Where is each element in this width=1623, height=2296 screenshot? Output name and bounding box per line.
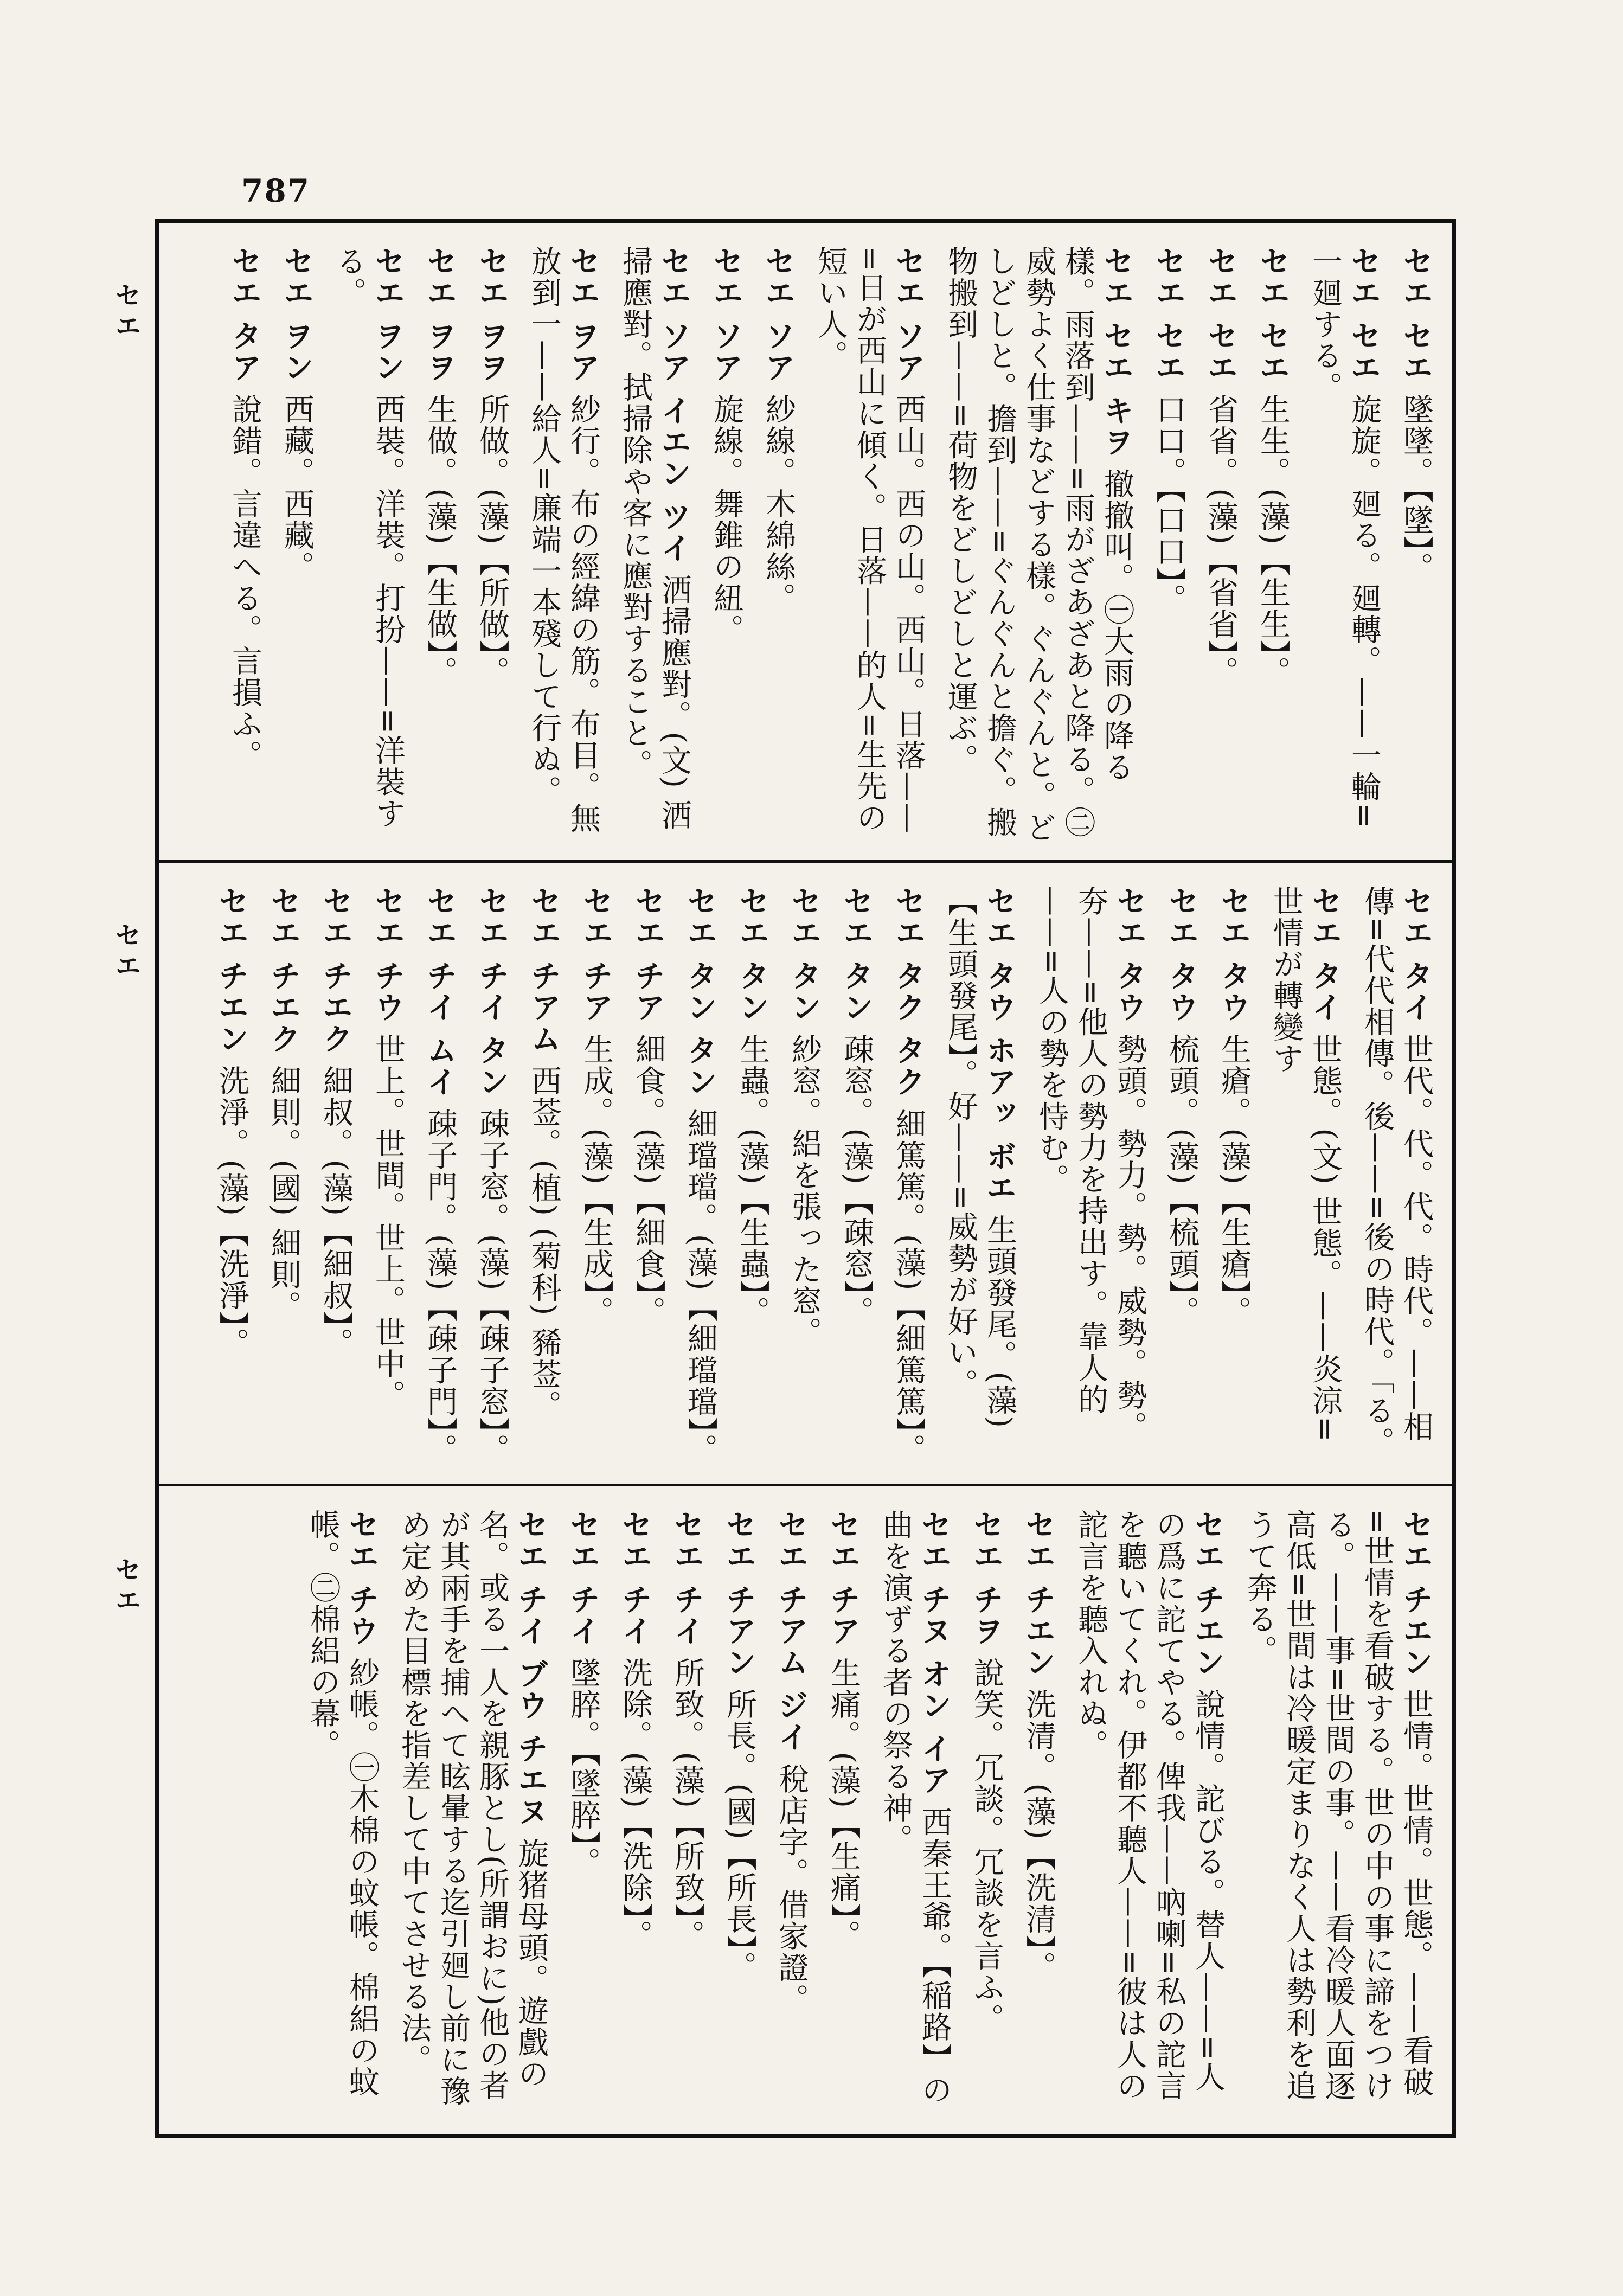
entry-reading: セエ ヲア — [565, 246, 601, 383]
dictionary-entry — [472, 886, 511, 1471]
entry-definition: 細食。(藻)【細食】。 — [631, 1034, 666, 1328]
entry-definition: 生做。(藻)【生做】。 — [422, 394, 458, 688]
entry-reading: セエ タク タク — [890, 886, 926, 1098]
entry-reading: セエ ソア — [760, 246, 796, 383]
dictionary-entry — [1357, 886, 1435, 1471]
entry-reading: セエ タウ — [1216, 886, 1252, 1023]
dictionary-entry — [1214, 886, 1253, 1471]
gutter-label-middle: セエ — [111, 922, 141, 983]
entry-definition: 說情。詑びる。替人——=人の爲に詑てやる。俾我——吶喇=私の詑言を聽いてくれ。伊都不聽人——=彼は人の詑言を聽入れぬ。 — [1073, 1509, 1226, 2102]
entry-definition: 世上。世間。世上。世中。 — [370, 1034, 406, 1412]
dictionary-entry — [941, 886, 1019, 1471]
entry-definition: 疎子門。(藻)【疎子門】。 — [422, 1108, 458, 1465]
entry-definition: 勢頭。勢力。勢。威勢。勢。夯——=他人の勢力を持出す。靠人的——=人の勢を恃む。 — [1034, 886, 1147, 1443]
dictionary-entry — [1396, 246, 1435, 845]
dictionary-entry — [277, 246, 316, 845]
entry-reading: セエ セエ キヲ — [1099, 246, 1134, 458]
entry-definition: 生瘡。(藻)【生瘡】。 — [1216, 1034, 1252, 1328]
entry-definition: 墜脺。【墜脺】。 — [566, 1657, 601, 1879]
entry-definition: 生生。(藻)【生生】。 — [1255, 394, 1291, 688]
dictionary-entry — [759, 246, 798, 845]
page-number: 787 — [241, 172, 311, 209]
dictionary-entry — [1071, 1509, 1227, 2121]
dictionary-entry — [576, 886, 615, 1471]
dictionary-entry — [967, 1509, 1006, 2121]
dictionary-entry — [303, 1509, 381, 2121]
dictionary-entry — [368, 886, 407, 1471]
entry-reading: セエ ヲヲ — [422, 246, 458, 383]
entry-reading: セエ チア — [578, 886, 614, 1023]
entry-columns — [303, 1509, 1435, 2121]
entry-definition: 洗除。(藻)【洗除】。 — [618, 1657, 653, 1952]
dictionary-entry — [329, 246, 407, 845]
band-middle — [159, 860, 1452, 1486]
entry-reading: セエ セエ — [1151, 246, 1186, 383]
entry-reading: セエ チウ — [370, 886, 406, 1023]
entry-reading: セエ ソア — [890, 246, 926, 383]
dictionary-entry — [876, 1509, 954, 2121]
entry-definition: 紗行。布の經緯の筋。布目。無放到一——給人=廉端一本殘して行ぬ。 — [527, 246, 601, 835]
dictionary-entry — [837, 886, 876, 1471]
dictionary-entry — [1305, 246, 1383, 845]
entry-reading: セエ チイ — [565, 1509, 601, 1647]
dictionary-entry — [615, 1509, 655, 2121]
entry-definition: 生頭發尾。(藻)【生頭發尾】。好——=威勢が好い。 — [943, 886, 1017, 1429]
dictionary-entry — [316, 886, 355, 1471]
entry-reading: セエ タン — [786, 886, 822, 1023]
entry-definition: 生成。(藻)【生成】。 — [579, 1034, 614, 1328]
entry-reading: セエ ヲン — [279, 246, 315, 383]
dictionary-entry — [1201, 246, 1240, 845]
entry-definition: 稅店字。借家證。 — [774, 1763, 809, 2015]
entry-reading: セエ ソア イエン ツイ — [656, 246, 692, 564]
entry-reading: セエ タウ — [1164, 886, 1199, 1023]
entry-reading: セエ ソア — [708, 246, 744, 383]
dictionary-entry — [1240, 1509, 1435, 2121]
entry-reading: セエ チエク — [318, 886, 354, 1055]
entry-reading: セエ チウ — [344, 1509, 380, 1647]
entry-definition: 旋線。舞錐の紐。 — [709, 394, 744, 646]
entry-reading: セエ チアム — [526, 886, 562, 1055]
entry-definition: 撤撤叫。㊀大雨の降る樣。雨落到——=雨がざあざあと降る。㊁威勢よく仕事などする樣。ぐんぐんと。どしどしと。擔到——=ぐんぐんと擔ぐ。搬物搬到——=荷物をどしどしと運ぶ。 — [943, 246, 1134, 843]
dictionary-entry — [785, 886, 824, 1471]
entry-definition: 西藏。西藏。 — [279, 394, 315, 583]
entry-reading: セエ チヲ — [968, 1509, 1004, 1647]
entry-reading: セエ チイ タン — [474, 886, 510, 1098]
dictionary-entry — [394, 1509, 550, 2121]
entry-definition: 細叔。(藻)【細叔】。 — [318, 1065, 354, 1359]
dictionary-entry — [212, 886, 251, 1471]
entry-definition: 世情。世情。世態。——看破=世情を看破する。世の中の事に諦をつける。——事=世間の事。——看冷暖人面逐高低=世間は冷暖定まりなく人は勢利を追うて奔る。 — [1242, 1509, 1434, 2102]
entry-definition: 西秦王爺。【稲路】の曲を演ずる者の祭る神。 — [878, 1509, 952, 2106]
dictionary-entry — [733, 886, 772, 1471]
entry-reading: セエ チアン — [721, 1509, 757, 1678]
entry-reading: セエ チア — [825, 1509, 861, 1647]
entry-reading: セエ タウ — [1112, 886, 1147, 1023]
dictionary-entry — [824, 1509, 863, 2121]
dictionary-entry — [563, 1509, 602, 2121]
entry-reading: セエ チイ — [669, 1509, 705, 1647]
dictionary-entry — [811, 246, 928, 845]
dictionary-entry — [420, 246, 459, 845]
gutter-label-bottom: セエ — [111, 1556, 141, 1617]
gutter-label-top: セエ — [111, 282, 141, 343]
entry-reading: セエ チアム ジイ — [773, 1509, 809, 1753]
entry-reading: セエ タウ ホアッ ボエ — [982, 886, 1017, 1204]
entry-definition: 墜墜。【墜】。 — [1399, 394, 1434, 584]
dictionary-entry — [420, 886, 459, 1471]
entry-definition: 西裝。洋裝。打扮——=洋裝する。 — [331, 246, 406, 830]
entry-definition: 紗帳。㊀木棉の蚊帳。棉絽の蚊帳。㊁棉絽の幕。 — [305, 1509, 380, 2098]
entry-reading: セエ チイ — [617, 1509, 653, 1647]
entry-reading: セエ チヌ オン イア — [916, 1509, 952, 1796]
entry-definition: 細璫璫。(藻)【細璫璫】。 — [683, 1108, 718, 1465]
dictionary-entry — [524, 886, 563, 1471]
entry-reading: セエ チエク — [266, 886, 301, 1055]
band-top — [159, 223, 1452, 860]
dictionary-entry — [1149, 246, 1188, 845]
dictionary-entry — [889, 886, 928, 1471]
dictionary-entry — [1032, 886, 1149, 1471]
dictionary-entry — [615, 246, 694, 845]
dictionary-entry — [1253, 246, 1292, 845]
entry-reading: セエ ヲヲ — [474, 246, 510, 383]
entry-definition: 梳頭。(藻)【梳頭】。 — [1164, 1034, 1199, 1328]
dictionary-entry — [707, 246, 746, 845]
entry-reading: セエ チエン — [1021, 1509, 1056, 1678]
entry-definition: 細篤篤。(藻)【細篤篤】。 — [891, 1108, 926, 1465]
entry-definition: 洗清。(藻)【洗清】。 — [1021, 1689, 1056, 1983]
dictionary-entry — [681, 886, 720, 1471]
entry-definition: 洒掃應對。(文) 洒掃應對。拭掃除や客に應對すること。 — [618, 246, 692, 831]
entry-definition: 所長。(國)【所長】。 — [722, 1689, 757, 1983]
entry-reading: セエ チイ ブウ チエヌ — [513, 1509, 549, 1827]
entry-reading: セエ チイ ムイ — [422, 886, 458, 1098]
dictionary-entry — [1019, 1509, 1058, 2121]
entry-reading: セエ ヲン — [370, 246, 406, 383]
band-bottom — [159, 1484, 1452, 2137]
entry-definition: 旋旋。廻る。廻轉。——一輪=一廻する。 — [1307, 246, 1382, 830]
dictionary-entry — [941, 246, 1136, 845]
entry-definition: 世代。代。代。時代。——相傳=代代相傳。後——=後の時代。「る。 — [1359, 886, 1434, 1458]
entry-definition: 說笑。冗談。冗談を言ふ。 — [969, 1657, 1004, 2035]
entry-reading: セエ タイ — [1307, 886, 1343, 1023]
entry-definition: 細則。(國) 細則。 — [266, 1065, 301, 1322]
entry-definition: 所致。(藻)【所致】。 — [670, 1657, 705, 1952]
entry-definition: 紗窓。絽を張った窓。 — [787, 1034, 822, 1349]
entry-reading: セエ セエ — [1255, 246, 1291, 383]
entry-reading: セエ チエン — [1398, 1509, 1434, 1678]
entry-definition: 疎子窓。(藻)【疎子窓】。 — [474, 1108, 510, 1465]
entry-reading: セエ タア — [227, 246, 262, 383]
dictionary-entry — [264, 886, 303, 1471]
entry-reading: セエ セエ — [1203, 246, 1239, 383]
entry-definition: 疎窓。(藻)【疎窓】。 — [839, 1034, 874, 1328]
dictionary-entry — [668, 1509, 707, 2121]
dictionary-entry — [1266, 886, 1344, 1471]
entry-definition: 旋猪母頭。遊戲の名。或る一人を親豚とし(所謂おに)他の者が其兩手を捕へて眩暈する迄引廻し前に豫め定めた目標を指差して中てさせる法。 — [396, 1509, 549, 2107]
entry-definition: 生痛。(藻)【生痛】。 — [826, 1657, 861, 1952]
entry-definition: 洗淨。(藻)【洗淨】。 — [214, 1065, 249, 1359]
entry-definition: 省省。(藻)【省省】。 — [1203, 394, 1239, 688]
entry-reading: セエ チア — [630, 886, 666, 1023]
dictionary-entry — [720, 1509, 759, 2121]
dictionary-entry — [772, 1509, 811, 2121]
entry-definition: 說錯。言違へる。言損ふ。 — [227, 394, 262, 772]
entry-definition: 西山。西の山。西山。日落——=日が西山に傾く。日落——的人=生先の短い人。 — [813, 246, 926, 835]
entry-reading: セエ タン — [838, 886, 874, 1023]
entry-definition: 紗線。木綿絲。 — [761, 394, 796, 614]
entry-reading: セエ タン タン — [682, 886, 718, 1098]
entry-reading: セエ タン — [734, 886, 770, 1023]
dictionary-entry — [628, 886, 668, 1471]
entry-definition: 所做。(藻)【所做】。 — [474, 394, 510, 688]
entry-columns — [225, 246, 1435, 845]
dictionary-entry — [472, 246, 511, 845]
entry-columns — [212, 886, 1435, 1471]
entry-reading: セエ チエン — [1190, 1509, 1226, 1678]
dictionary-frame — [155, 219, 1456, 2138]
entry-definition: 口口。【口口】。 — [1151, 394, 1186, 615]
dictionary-entry — [225, 246, 264, 845]
entry-reading: セエ セエ — [1346, 246, 1382, 383]
entry-definition: 生蟲。(藻)【生蟲】。 — [735, 1034, 770, 1328]
entry-definition: 西莶。(植) (菊科) 豨莶。 — [527, 1065, 562, 1422]
entry-reading: セエ セエ — [1398, 246, 1434, 383]
dictionary-entry — [524, 246, 602, 845]
entry-reading: セエ チエン — [214, 886, 249, 1055]
entry-reading: セエ タイ — [1398, 886, 1434, 1023]
dictionary-entry — [1162, 886, 1201, 1471]
entry-definition: 世態。(文) 世態。——炎涼=世情が轉變す — [1268, 886, 1343, 1443]
